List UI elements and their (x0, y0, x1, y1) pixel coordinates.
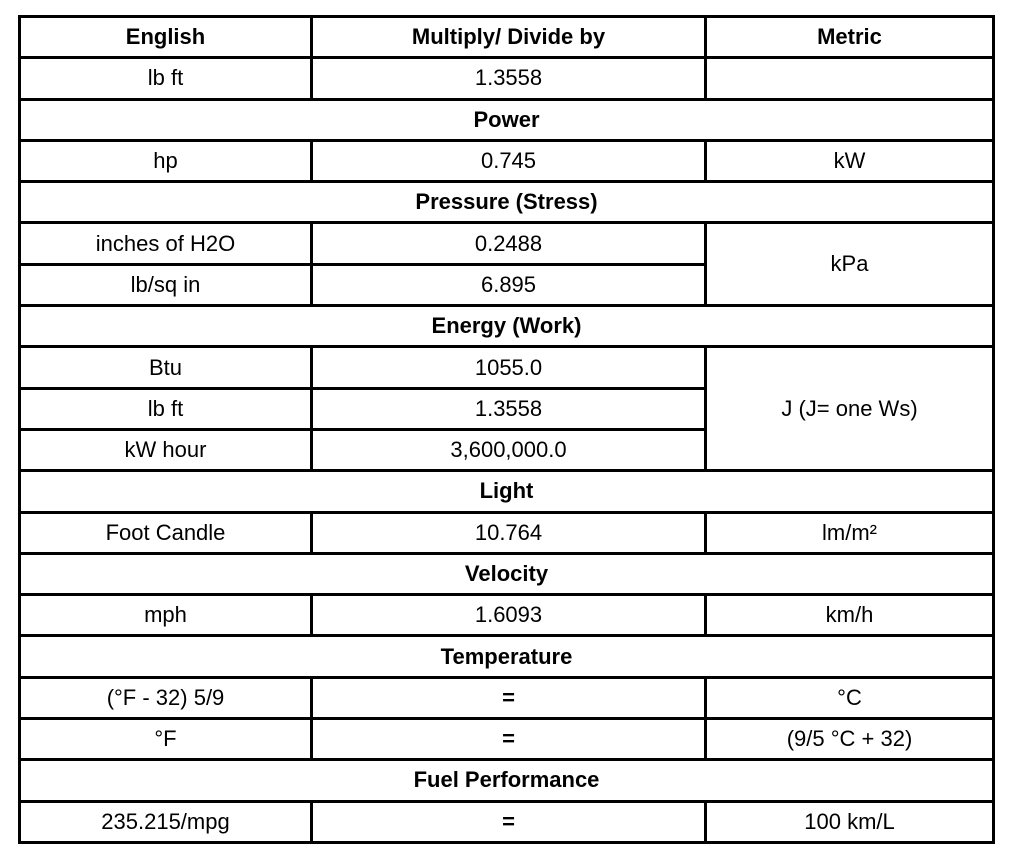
english-cell: hp (20, 140, 312, 181)
factor-cell: 10.764 (312, 512, 706, 553)
header-english: English (20, 17, 312, 58)
metric-cell: lm/m² (706, 512, 994, 553)
factor-cell: = (312, 801, 706, 842)
english-cell: Foot Candle (20, 512, 312, 553)
section-row-fuel (20, 760, 994, 801)
factor-cell: 1.3558 (312, 388, 706, 429)
table-row (20, 719, 994, 760)
metric-cell: kPa (706, 223, 994, 306)
section-row-energy (20, 306, 994, 347)
factor-cell: 6.895 (312, 264, 706, 305)
english-cell: Btu (20, 347, 312, 388)
english-cell: inches of H2O (20, 223, 312, 264)
english-cell: kW hour (20, 429, 312, 470)
table-row (20, 512, 994, 553)
section-title: Temperature (20, 636, 994, 677)
metric-cell: (9/5 °C + 32) (706, 719, 994, 760)
factor-cell: 3,600,000.0 (312, 429, 706, 470)
factor-cell: 0.745 (312, 140, 706, 181)
section-row-light (20, 471, 994, 512)
metric-cell: J (J= one Ws) (706, 347, 994, 471)
section-row-power (20, 99, 994, 140)
section-title: Pressure (Stress) (20, 182, 994, 223)
table-row (20, 677, 994, 718)
section-title: Power (20, 99, 994, 140)
section-title: Velocity (20, 553, 994, 594)
section-row-pressure (20, 182, 994, 223)
table-row (20, 801, 994, 842)
metric-cell: °C (706, 677, 994, 718)
section-title: Energy (Work) (20, 306, 994, 347)
section-row-velocity (20, 553, 994, 594)
factor-cell: = (312, 719, 706, 760)
english-cell: lb/sq in (20, 264, 312, 305)
metric-cell: kW (706, 140, 994, 181)
table-row (20, 58, 994, 99)
factor-cell: 1.3558 (312, 58, 706, 99)
english-cell: mph (20, 595, 312, 636)
english-cell: lb ft (20, 58, 312, 99)
section-row-temperature (20, 636, 994, 677)
factor-cell: 1055.0 (312, 347, 706, 388)
metric-cell (706, 58, 994, 99)
metric-cell: 100 km/L (706, 801, 994, 842)
factor-cell: 0.2488 (312, 223, 706, 264)
header-row (20, 17, 994, 58)
english-cell: 235.215/mpg (20, 801, 312, 842)
factor-cell: 1.6093 (312, 595, 706, 636)
english-cell: lb ft (20, 388, 312, 429)
table-row (20, 140, 994, 181)
section-title: Light (20, 471, 994, 512)
header-metric: Metric (706, 17, 994, 58)
table-row (20, 223, 994, 264)
factor-cell: = (312, 677, 706, 718)
header-factor: Multiply/ Divide by (312, 17, 706, 58)
section-title: Fuel Performance (20, 760, 994, 801)
conversion-table (18, 15, 995, 844)
english-cell: (°F - 32) 5/9 (20, 677, 312, 718)
table-row (20, 595, 994, 636)
metric-cell: km/h (706, 595, 994, 636)
english-cell: °F (20, 719, 312, 760)
table-row (20, 347, 994, 388)
